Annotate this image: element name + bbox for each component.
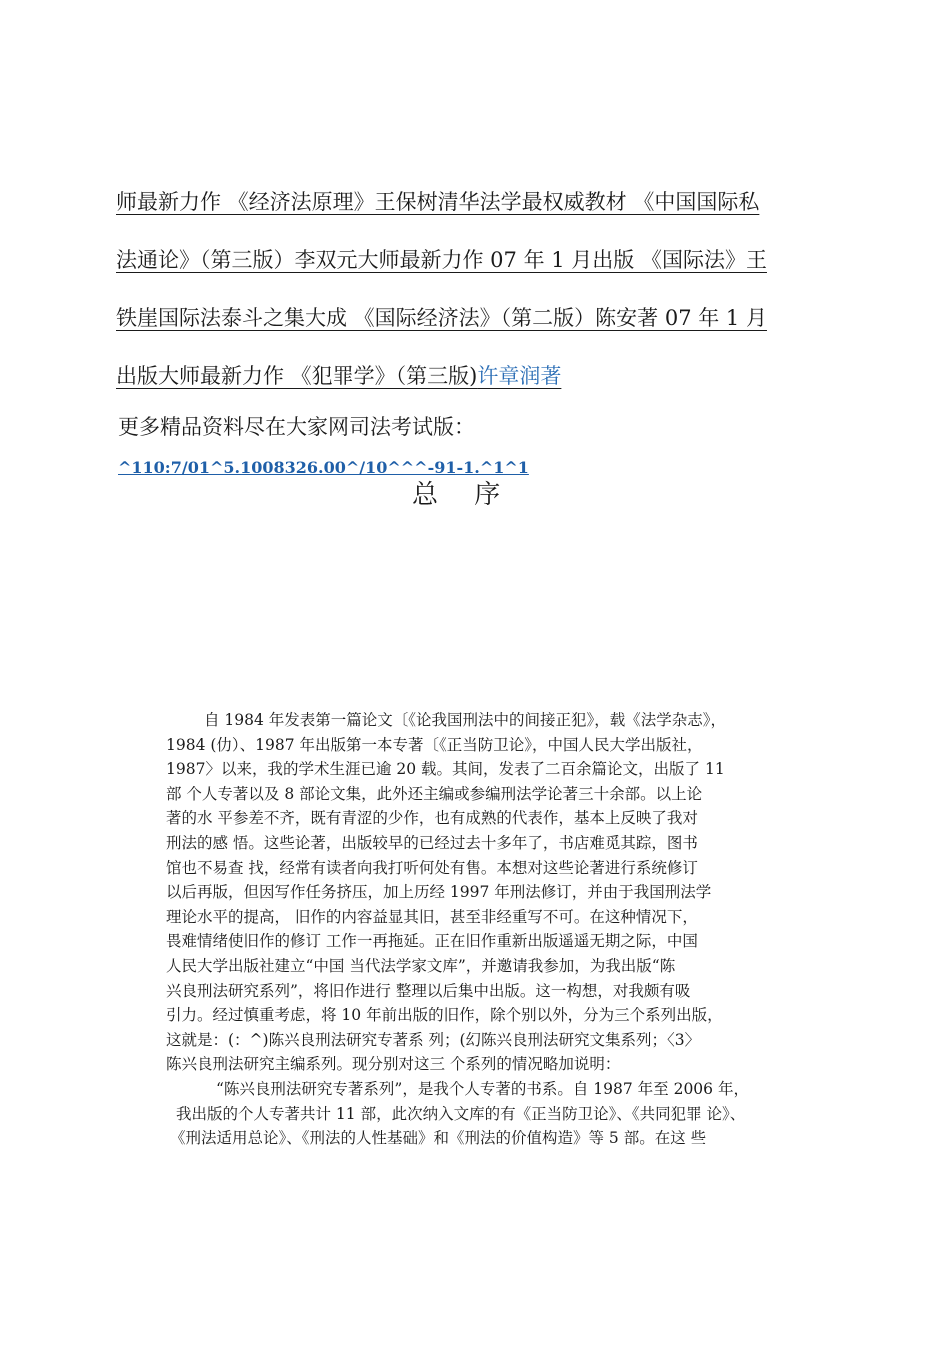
preface-body: [166, 708, 806, 1151]
promo-line-2: 法通论》（第三版）李双元大师最新力作 07 年 1 月出版 《国际法》王: [116, 248, 767, 272]
promo-line-4: [116, 362, 796, 390]
body-line: 著的水 平参差不齐，既有青涩的少作，也有成熟的代表作，基本上反映了我对: [166, 809, 698, 828]
body-line: 人民大学出版社建立“中国 当代法学家文库”，并邀请我参加，为我出版“陈: [166, 956, 676, 975]
body-line: 以后再版，但因写作任务挤压，加上历经 1997 年刑法修订，并由于我国刑法学: [166, 883, 712, 902]
promo-line-3: 铁崖国际法泰斗之集大成 《国际经济法》（第二版）陈安著 07 年 1 月: [116, 306, 767, 330]
body-line: 这就是：(：^)陈兴良刑法研究专著系 列；(幻陈兴良刑法研究文集系列；〈3〉: [166, 1030, 701, 1049]
resource-url-link[interactable]: ^110:7/01^5.1008326.00^/10^^^-91-1.^1^1: [118, 458, 529, 477]
page-title: 总 序: [412, 480, 515, 510]
body-line: 1987〉以来，我的学术生涯已逾 20 载。其间，发表了二百余篇论文，出版了 11: [166, 760, 725, 779]
body-line: 馆也不易查 找，经常有读者向我打听何处有售。本想对这些论著进行系统修订: [166, 858, 698, 877]
promo-block: [116, 188, 796, 420]
body-line: 自 1984 年发表第一篇论文〔《论我国刑法中的间接正犯》，载《法学杂志》，: [204, 711, 727, 729]
promo-line-4-text: 出版大师最新力作 《犯罪学》（第三版): [116, 364, 478, 388]
body-line: 部 个人专著以及 8 部论文集，此外还主编或参编刑法学论著三十余部。以上论: [166, 784, 703, 803]
more-resources-text: 更多精品资料尽在大家网司法考试版：: [118, 415, 475, 439]
body-line: 兴良刑法研究系列”，将旧作进行 整理以后集中出版。这一构想，对我颇有吸: [166, 981, 691, 1000]
body-line: 刑法的感 悟。这些论著，出版较早的已经过去十多年了，书店难觅其踪，图书: [166, 833, 698, 852]
body-line: 1984 (仂）、1987 年出版第一本专著〔《正当防卫论》，中国人民大学出版社，: [166, 735, 703, 754]
author-link[interactable]: 许章润著: [477, 364, 562, 388]
body-line: 畏难情绪使旧作的修订 工作一再拖延。正在旧作重新出版遥遥无期之际，中国: [166, 932, 698, 951]
promo-line-1: 师最新力作 《经济法原理》王保树清华法学最权威教材 《中国国际私: [116, 190, 760, 214]
body-line: “陈兴良刑法研究专著系列”，是我个人专著的书系。自 1987 年至 2006 年，: [216, 1079, 749, 1098]
body-line: 引力。经过慎重考虑，将 10 年前出版的旧作，除个别以外，分为三个系列出版，: [166, 1006, 723, 1025]
body-line: 我出版的个人专著共计 11 部，此次纳入文库的有《正当防卫论》、《共同犯罪 论》、: [176, 1104, 746, 1123]
body-line: 理论水平的提高， 旧作的内容益显其旧，甚至非经重写不可。在这种情况下，: [166, 907, 698, 926]
body-line: 陈兴良刑法研究主编系列。现分别对这三 个系列的情况略加说明：: [166, 1055, 621, 1074]
body-line: 《刑法适用总论》、《刑法的人性基础》和《刑法的价值构造》等 5 部。在这 些: [170, 1129, 707, 1148]
